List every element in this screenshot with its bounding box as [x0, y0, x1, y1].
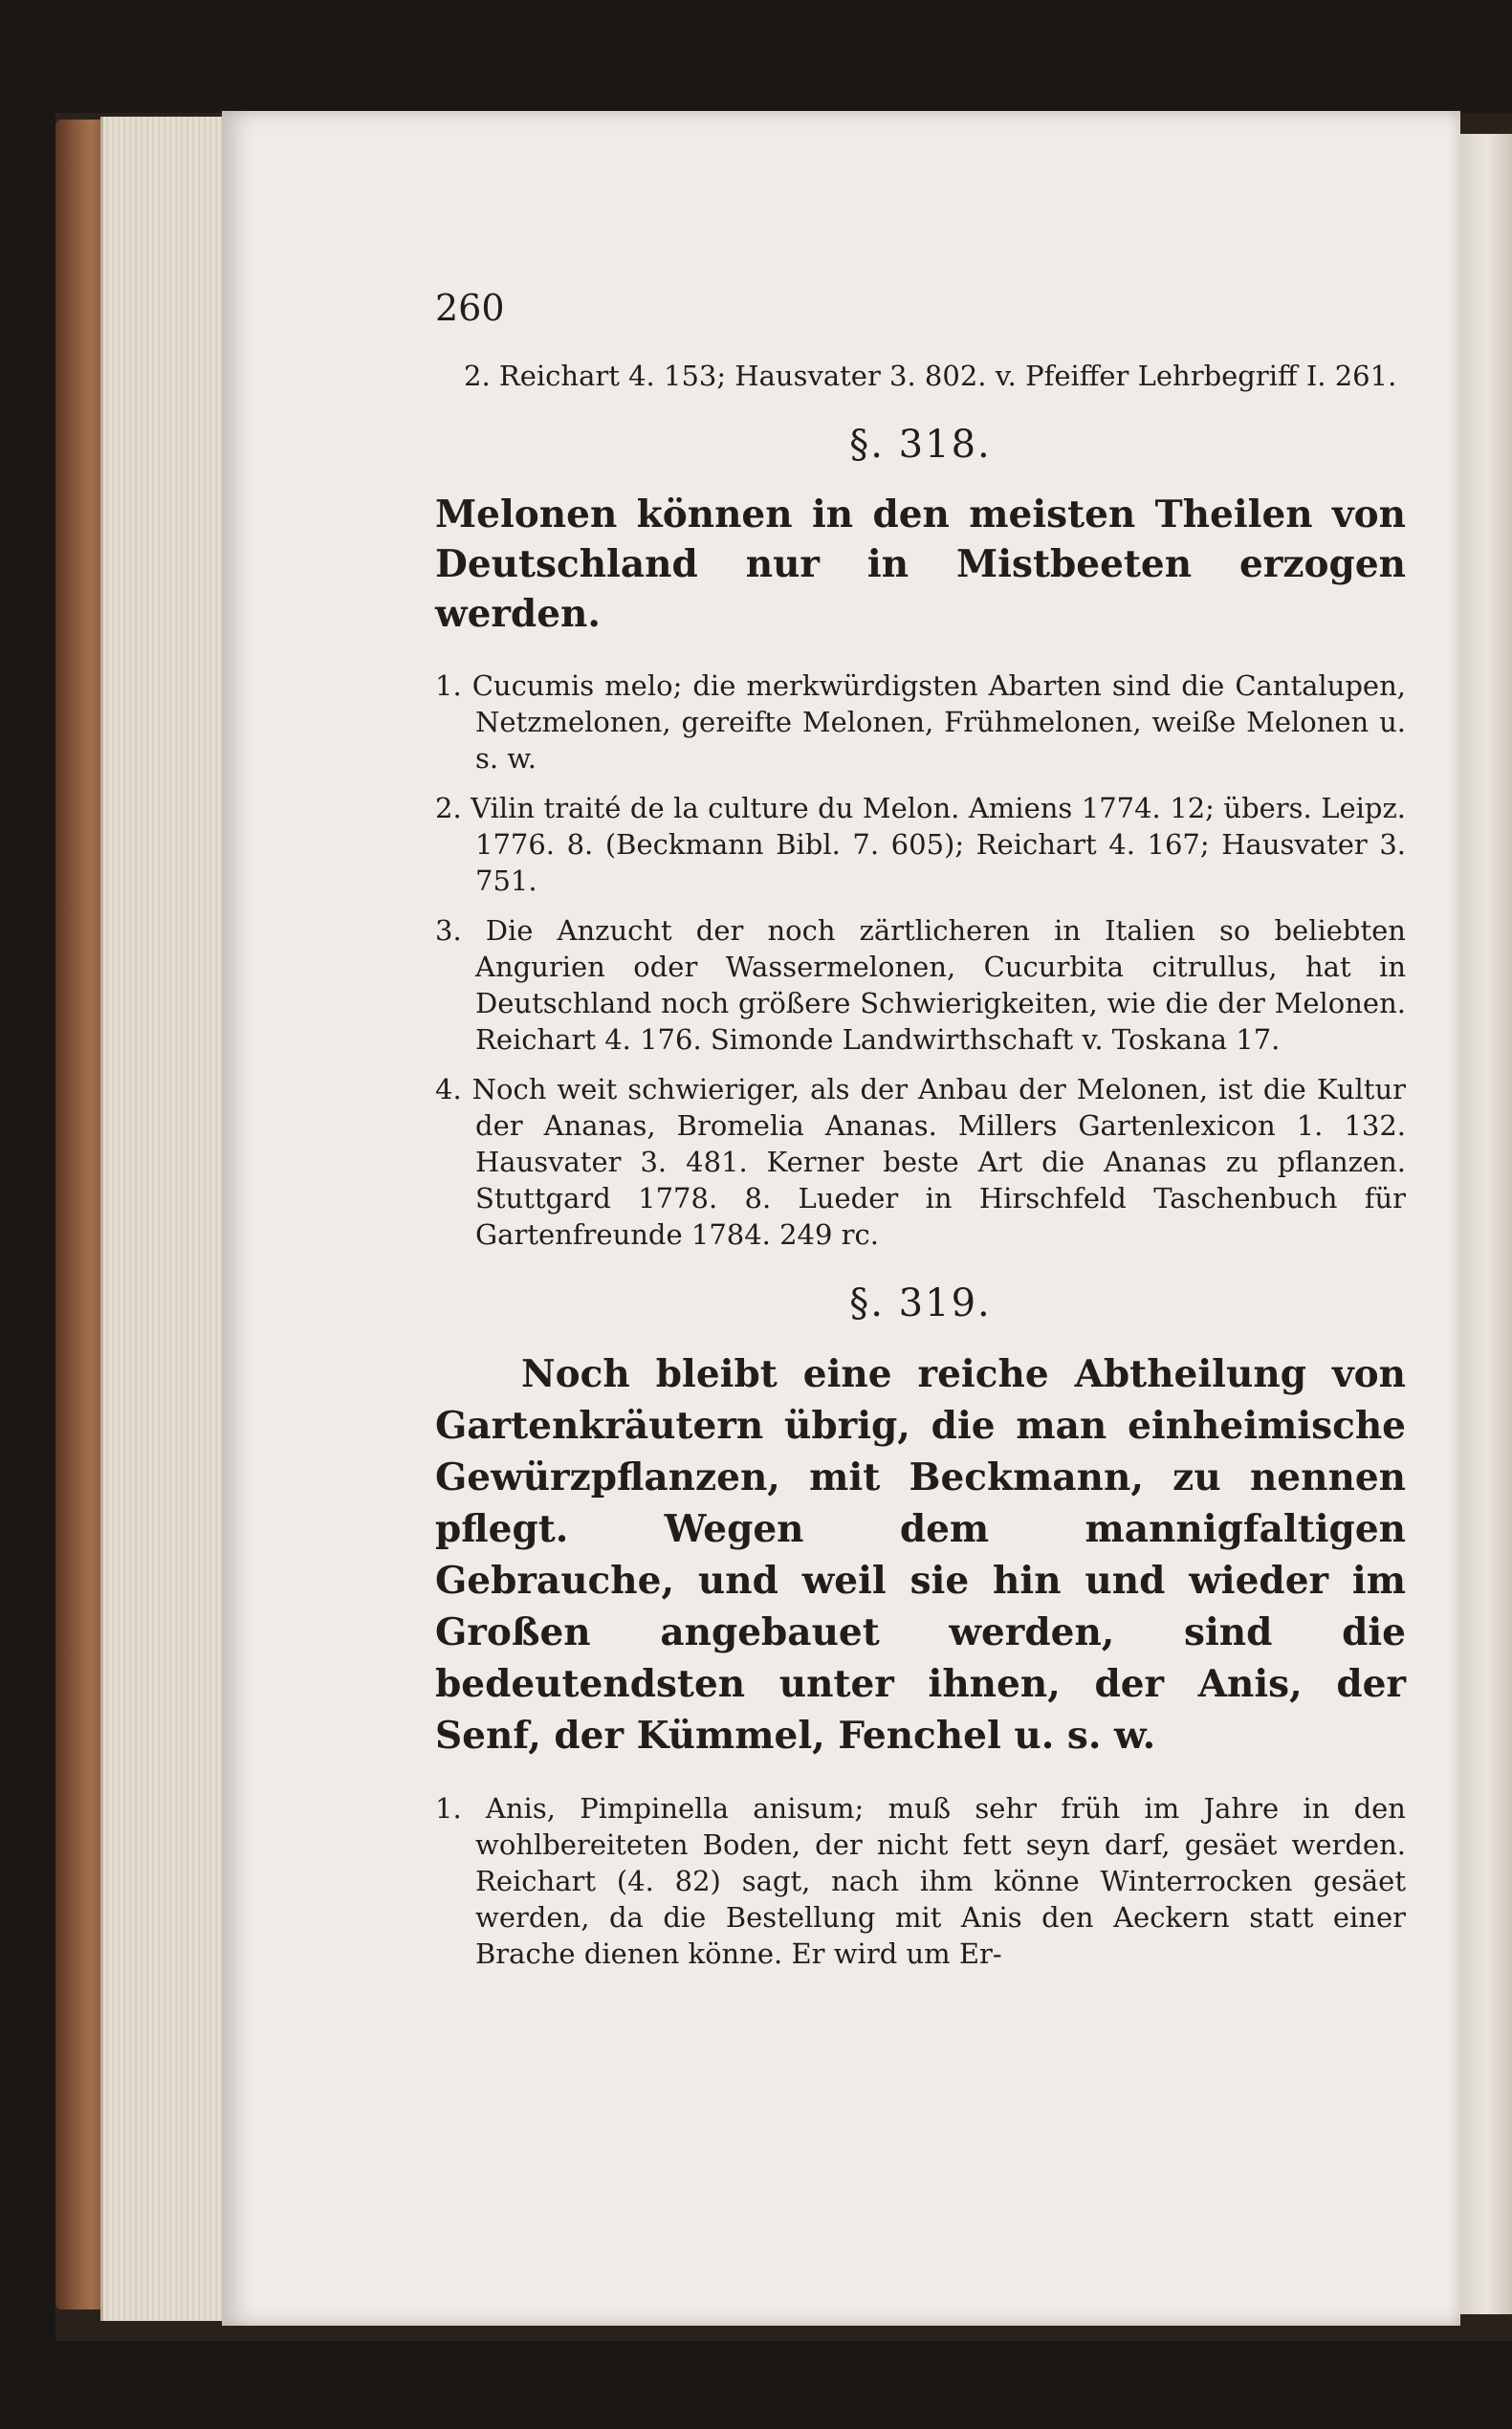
section-319-heading: Noch bleibt eine reiche Abtheilung von Gartenkräutern übrig, die man einheimische Gewürzpflanzen, mit Beckmann, zu nennen pflegt. Wegen dem mannigfaltigen Gebrauche, und weil sie hin und wieder im Großen angebauet werden, sind die bedeutendsten unter ihnen, der Anis, der Senf, der Kümmel, Fenchel u. s. w. [435, 1352, 1406, 1758]
section-318-note-3: 3. Die Anzucht der noch zärtlicheren in Italien so beliebten Angurien oder Wassermelonen, Cucurbita citrullus, hat in Deutschland noch größere Schwierigkeiten, wie die der Melonen. Reichart 4. 176. Simonde Landwirthschaft v. Toskana 17. [435, 914, 1406, 1056]
footnote-top: 2. Reichart 4. 153; Hausvater 3. 802. v. Pfeiffer Lehrbegriff I. 261. [464, 360, 1397, 392]
page-number: 260 [435, 287, 505, 329]
section-318-note-1: 1. Cucumis melo; die merkwürdigsten Abarten sind die Cantalupen, Netzmelonen, gereifte Melonen, Frühmelonen, weiße Melonen u. s. w. [435, 669, 1406, 775]
section-319-sign: §. 319. [849, 1281, 992, 1325]
section-318-heading: Melonen können in den meisten Theilen von Deutschland nur in Mistbeeten erzogen werden. [435, 492, 1406, 636]
section-318-sign: §. 318. [849, 423, 992, 467]
page-content [435, 287, 1406, 1985]
section-319-note-1: 1. Anis, Pimpinella anisum; muß sehr früh im Jahre in den wohlbereiteten Boden, der nicht fett seyn darf, gesäet werden. Reichart (4. 82) sagt, nach ihm könne Winterrocken gesäet werden, da die Bestellung mit Anis den Aeckern statt einer Brache dienen könne. Er wird um Er- [435, 1792, 1406, 1970]
section-318-note-2: 2. Vilin traité de la culture du Melon. Amiens 1774. 12; übers. Leipz. 1776. 8. (Beckmann Bibl. 7. 605); Reichart 4. 167; Hausvater 3. 751. [435, 792, 1406, 897]
facing-page-edge [1460, 134, 1512, 2314]
section-318-note-4: 4. Noch weit schwieriger, als der Anbau der Melonen, ist die Kultur der Ananas, Bromelia Ananas. Millers Gartenlexicon 1. 132. Hausvater 3. 481. Kerner beste Art die Ananas zu pflanzen. Stuttgard 1778. 8. Lueder in Hirschfeld Taschenbuch für Gartenfreunde 1784. 249 rc. [435, 1073, 1406, 1251]
page-stack-edge [100, 117, 237, 2321]
